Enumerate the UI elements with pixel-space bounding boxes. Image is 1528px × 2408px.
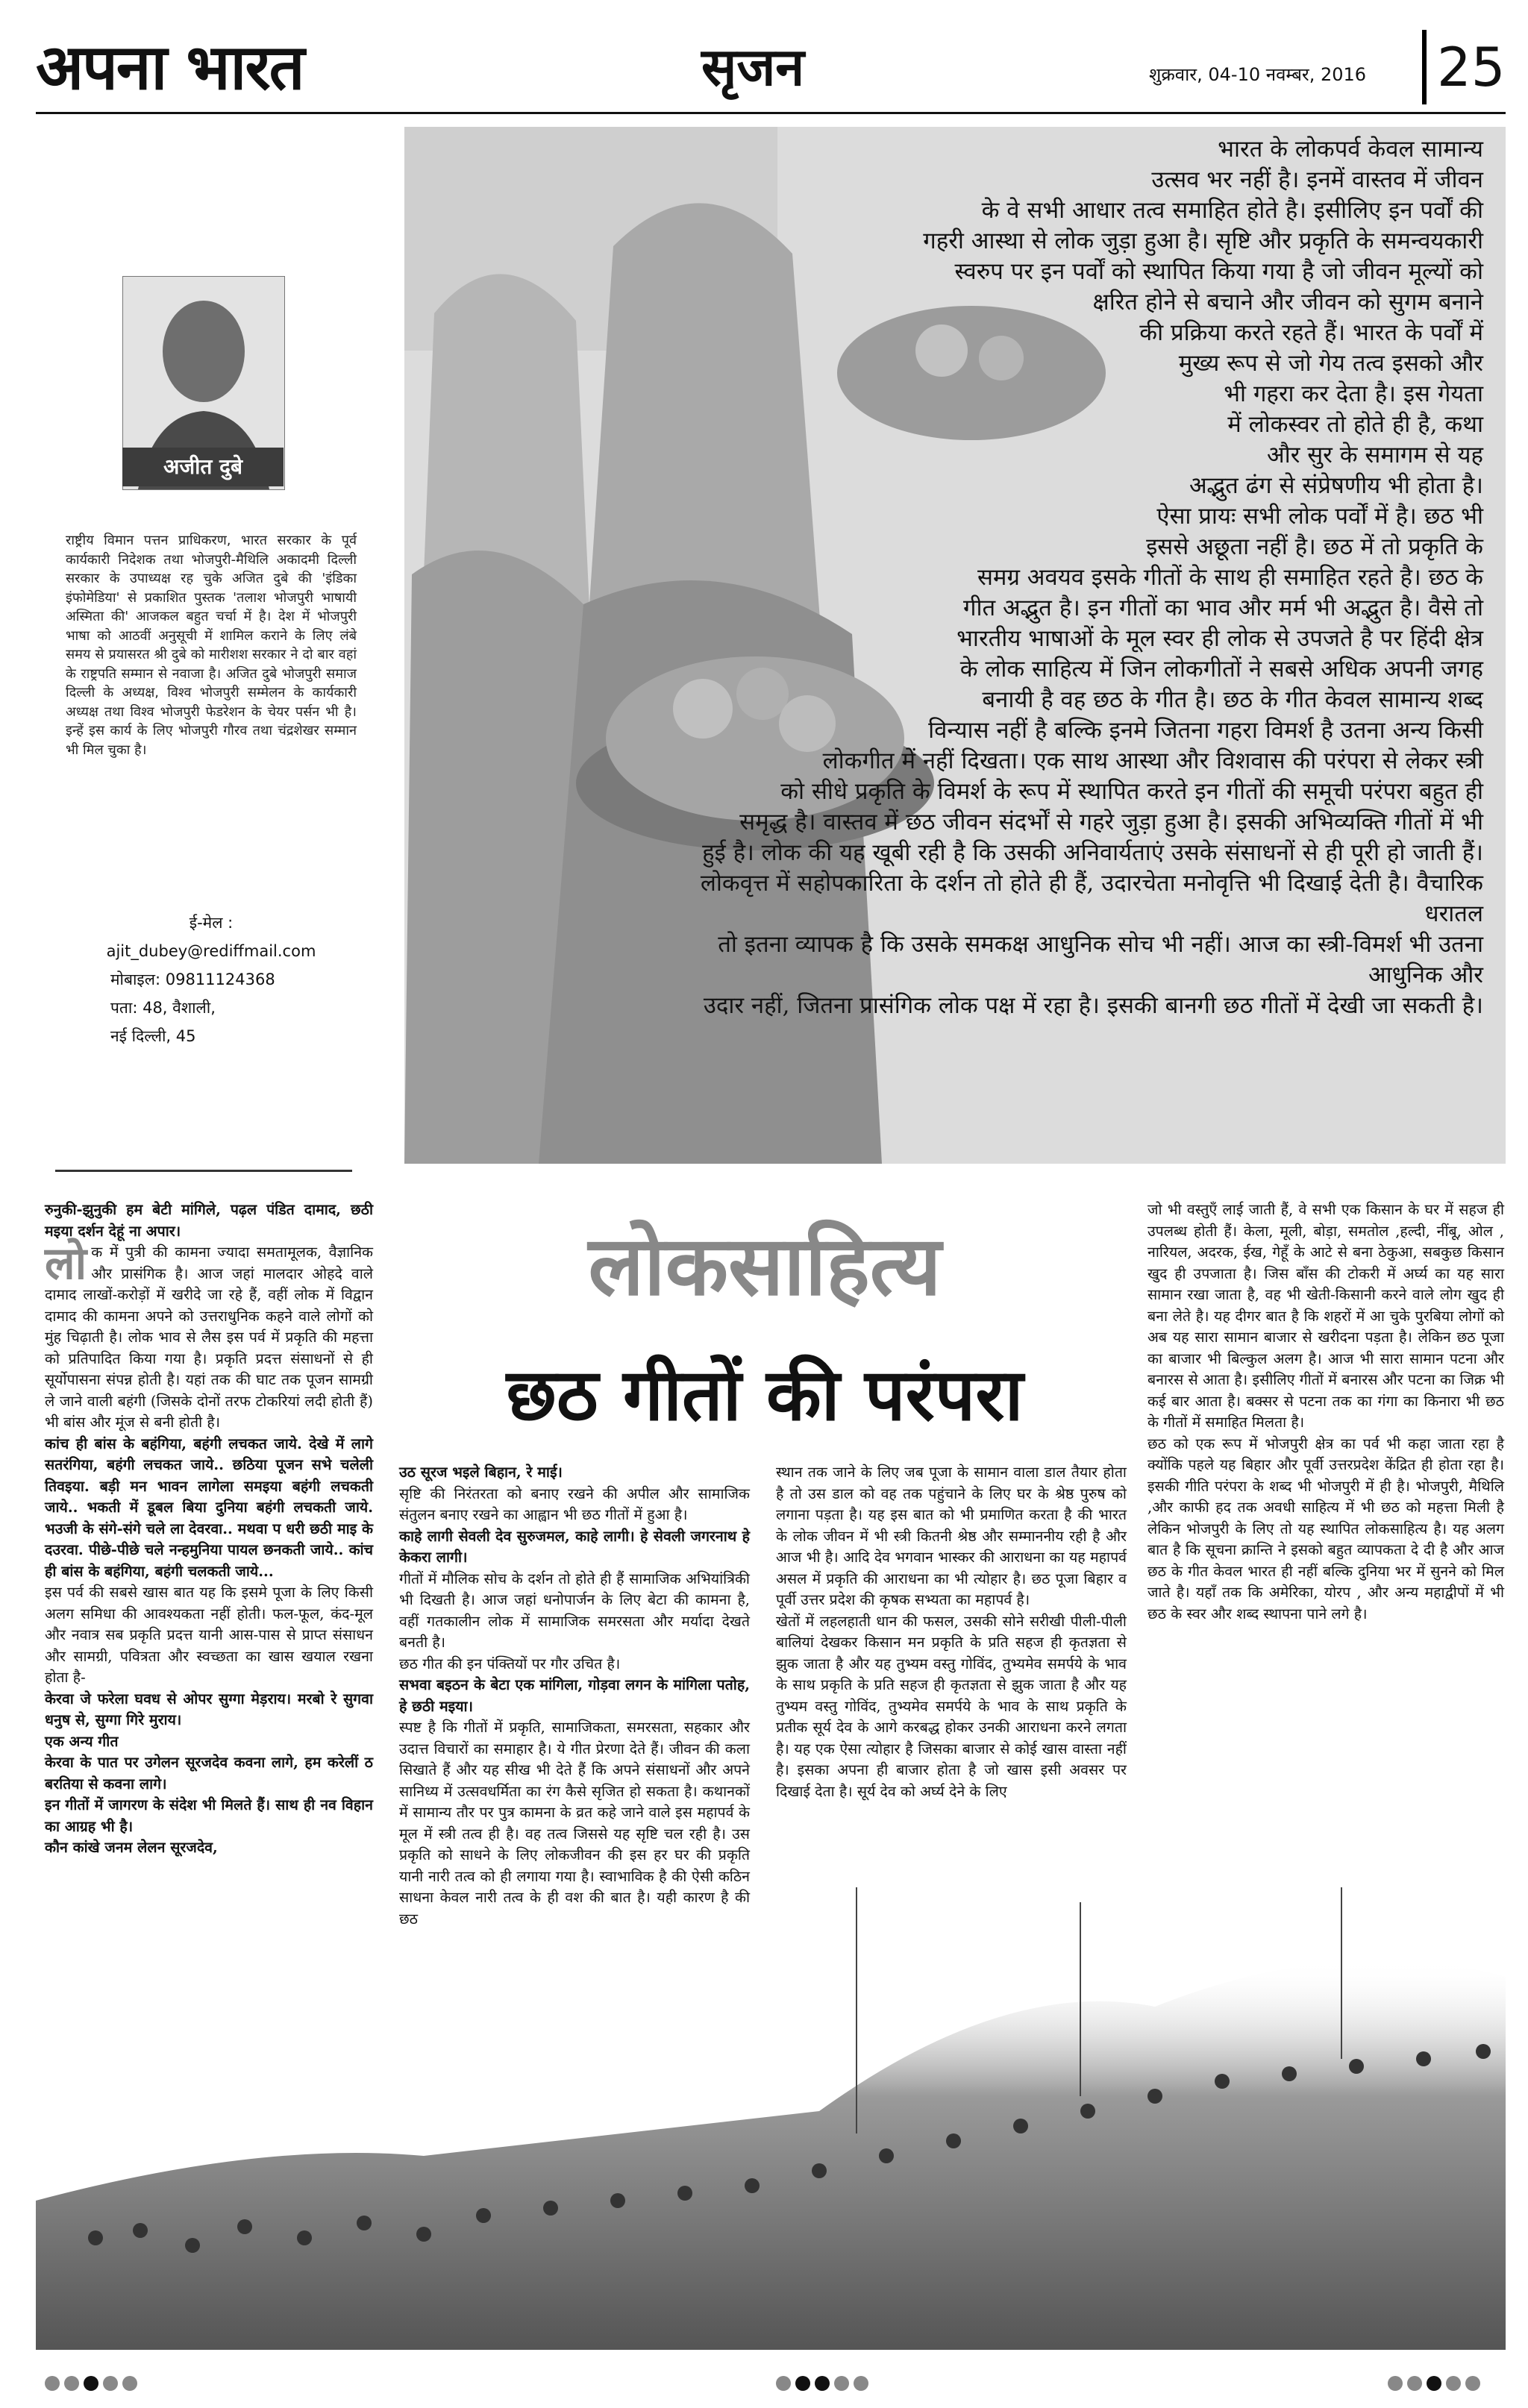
dateline: शुक्रवार, 04-10 नवम्बर, 2016: [1149, 64, 1367, 85]
footer-dots: [776, 2376, 873, 2398]
paragraph: स्थान तक जाने के लिए जब पूजा के सामान वाला डाल तैयार होता है तो उस डाल को वह तक पहुंचाने के लिए घर के श्रेष्ठ पुरुष को लगाना पड़ता है। यह इस बात को भी प्रमाणित करता है की भारत के लोक जीवन में भी स्त्री कितनी श्रेष्ठ और सम्माननीय रही है और आज भी है। आदि देव भगवान भास्कर की आराधना का यह महापर्व असल में प्रकृति की आराधना का भी त्योहार है। छठ पूजा बिहार व पूर्वी उत्तर प्रदेश की कृषक सभ्यता का महापर्व है।: [776, 1464, 1127, 1608]
address-line: नई दिल्ली, 45: [110, 1027, 196, 1045]
email-label: ई-मेल :: [189, 914, 234, 932]
intro-line: और सुर के समागम से यह: [1266, 442, 1483, 468]
article-headline: छठ गीतों की परंपरा: [506, 1352, 1024, 1437]
intro-line: लोकगीत में नहीं दिखता। एक साथ आस्था और विशवास की परंपरा से लेकर स्त्री: [822, 747, 1483, 774]
address-line: पता: 48, वैशाली,: [110, 999, 216, 1017]
intro-line: के वे सभी आधार तत्व समाहित होते है। इसीलिए इन पर्वों की: [981, 197, 1483, 224]
mobile-number: मोबाइल: 09811124368: [110, 971, 275, 988]
verse: कौन कांखे जनम लेलन सूरजदेव,: [45, 1839, 218, 1856]
paragraph: स्पष्ट है कि गीतों में प्रकृति, सामाजिकता, समरसता, सहकार और उदात्त विचारों का समाहार है। ये गीत प्रेरणा देते हैं। जीवन की कला सिखाते हैं और यह सीख भी देते हैं कि अपने संसाधनों और अपने सानिध्य में उत्सवधर्मिता का रंग कैसे सृजित हो सकता है। कथानकों में सामान्य तौर पर पुत्र कामना के व्रत कहे जाने वाले इस महापर्व के मूल में स्त्री तत्व ही है। वह तत्व जिससे यह सृष्टि चल रही है। उस प्रकृति को साधने के लिए लोकजीवन की इस हर घर की प्रकृति यानी नारी तत्व को ही लगाया गया है। स्वाभाविक है की ऐसी कठिन साधना केवल नारी तत्व के ही वश की बात है। यही कारण है की छठ: [399, 1719, 750, 1928]
intro-line: विन्यास नहीं है बल्कि इनमे जितना गहरा विमर्श है उतना अन्य किसी: [928, 717, 1483, 744]
verse: काहे लागी सेवली देव सुरुजमल, काहे लागी। हे सेवली जगरनाथ हे केकरा लागी।: [399, 1527, 750, 1566]
article-column-3: [776, 1462, 1127, 1802]
section-kicker: लोकसाहित्य: [588, 1217, 942, 1314]
intro-line: उत्सव भर नहीं है। इनमें वास्तव में जीवन: [1151, 166, 1483, 193]
intro-line: गीत अद्भुत है। इन गीतों का भाव और मर्म भी अद्भुत है। वैसे तो: [963, 595, 1483, 621]
intro-line: तो इतना व्यापक है कि उसके समकक्ष आधुनिक सोच भी नहीं। आज का स्त्री-विमर्श भी उतना आधुनिक और: [718, 931, 1483, 988]
header-rule: [36, 112, 1506, 114]
intro-line: में लोकस्वर तो होते ही है, कथा: [1227, 411, 1483, 438]
divider: [55, 1170, 352, 1172]
intro-line: की प्रक्रिया करते रहते हैं। भारत के पर्वों में: [1139, 319, 1483, 346]
paragraph: क में पुत्री की कामना ज्यादा समतामूलक, वैज्ञानिक और प्रासंगिक है। आज जहां मालदार ओहदे वाले दामाद लाखों-करोड़ों में खरीदे जा रहे हैं, वहीं लोक में विद्वान दामाद की कामना अपने को उत्तराधुनिक कहने वाले लोगों को मुंह चिढ़ाती है। लोक भाव से लैस इस पर्व में प्रकृति की महत्ता को प्रतिपादित किया गया है। प्रकृति प्रदत्त संसाधनों से ही सूर्योपासना संपन्न होती है। यहां तक की घाट तक पूजन सामग्री ले जाने वाली बहंगी (जिसके दोनों तरफ टोकरियां लदी होती हैं) भी बांस और मूंज से बनी होती है।: [45, 1244, 373, 1431]
verse: केरवा के पात पर उगेलन सूरजदेव कवना लागे, हम करेलीं ठ बरतिया से कवना लागे।: [45, 1754, 373, 1793]
dropcap: लो: [45, 1238, 87, 1290]
intro-line: अद्भुत ढंग से संप्रेषणीय भी होता है।: [1189, 472, 1483, 499]
intro-line: इससे अछूता नहीं है। छठ में तो प्रकृति के: [1146, 533, 1483, 560]
hero-illustration: [404, 127, 1506, 1164]
verse: कांच ही बांस के बहंगिया, बहंगी लचकत जाये. देखे में लागे सतरंगिया, बहंगी लचकत जाये.. छठिया पूजन सभे चलेली तिवइया. बड़ी मन भावन लागेला समइया बहंगी लचकती जाये.. भकती में डूबल बिया दुनिया बहंगी लचकती जाये. भउजी के संगे-संगे चले ला देवरवा.. मथवा प धरी छठी माइ के दउरवा. पीछे-पीछे चले नन्हमुनिया पायल छनकती जाये.. कांच ही बांस के बहंगिया, बहंगी चलकती जाये...: [45, 1435, 373, 1580]
intro-line: भारतीय भाषाओं के मूल स्वर ही लोक से उपजते है पर हिंदी क्षेत्र: [956, 625, 1483, 652]
verse: केरवा जे फरेला घवध से ओपर सुग्गा मेड़राय। मरबो रे सुगवा धनुष से, सुग्गा गिरे मुराय।: [45, 1690, 373, 1728]
paragraph: छठ को एक रूप में भोजपुरी क्षेत्र का पर्व भी कहा जाता रहा है क्योंकि पहले यह बिहार और पूर्वी उत्तरप्रदेश केंद्रित ही होता रहा है। इसकी गीति परंपरा के शब्द भी भोजपुरी में ही है। भोजपुरी, मैथिलि ,और काफी हद तक अवधी साहित्य में भी छठ को महत्ता मिली है लेकिन भोजपुरी के लिए तो यह स्थापित लोकसाहित्य है। यह अलग बात है कि सूचना क्रान्ति ने इसको बहुत व्यापकता दे दी है और आज छठ के गीत केवल भारत ही नहीं बल्कि दुनिया भर में सुनने को मिल जाते है। यहाँ तक कि अमेरिका, योरप , और अन्य महाद्वीपों में भी छठ के स्वर और शब्द स्थापना पाने लगे है।: [1147, 1435, 1504, 1622]
intro-line: भारत के लोकपर्व केवल सामान्य: [1218, 136, 1483, 163]
intro-line: के लोक साहित्य में जिन लोकगीतों ने सबसे अधिक अपनी जगह: [959, 656, 1483, 683]
paragraph: इस पर्व की सबसे खास बात यह कि इसमे पूजा के लिए किसी अलग समिधा की आवश्यकता नहीं होती। फल-फूल, कंद-मूल और नवात्र सब प्रकृति प्रदत्त यानी आस-पास से प्राप्त संसाधन और सामग्री, पवित्रता और स्वच्छता का खास खयाल रखना होता है-: [45, 1584, 373, 1686]
article-column-4: [1147, 1200, 1504, 1625]
masthead: अपना भारत: [36, 30, 304, 104]
paragraph: इन गीतों में जागरण के संदेश भी मिलते हैं। साथ ही नव विहान का आग्रह भी है।: [45, 1796, 373, 1835]
intro-line: भी गहरा कर देता है। इस गेयता: [1224, 380, 1483, 407]
intro-line: मुख्य रूप से जो गेय तत्व इसको और: [1178, 350, 1483, 377]
article-column-2: [399, 1462, 750, 1930]
verse: एक अन्य गीत: [45, 1732, 119, 1750]
intro-line: लोकवृत्त में सहोपकारिता के दर्शन तो होते ही हैं, उदारचेता मनोवृत्ति भी दिखाई देती है। वैचारिक धरातल: [700, 870, 1483, 927]
paragraph: गीतों में मौलिक सोच के दर्शन तो होते ही हैं सामाजिक अभियांत्रिकी भी दिखती है। आज जहां धनोपार्जन के लिए बेटा की कामना है, वहीं गतकालीन लोक में सामाजिक समरसता और मर्यादा देखते बनती है।: [399, 1570, 750, 1651]
paragraph: छठ गीत की इन पंक्तियों पर गौर उचित है।: [399, 1655, 621, 1672]
verse: सभवा बइठन के बेटा एक मांगिला, गोड़वा लगन के मांगिला पतोह, हे छठी मइया।: [399, 1676, 750, 1715]
paragraph: खेतों में लहलहाती धान की फसल, उसकी सोने सरीखी पीली-पीली बालियां देखकर किसान मन प्रकृति के प्रति सहज ही कृतज्ञता से झुक जाता है और यह तुभ्यम वस्तु गोविंद, तुभ्यमेव समर्पये के भाव के साथ प्रकृति के प्रति सहज ही कृतज्ञता से झुक जाता है और यह तुभ्यम वस्तु गोविंद, तुभ्यमेव समर्पये के भाव के साथ प्रकृति के प्रतीक सूर्य देव के आगे करबद्ध होकर उनकी आराधना करने लगता है। यह एक ऐसा त्योहार है जिसका बाजार से कोई खास वास्ता नहीं है। इसका अपना ही बाजार होता है जो खास इसी अवसर पर दिखाई देता है। सूर्य देव को अर्घ्य देने के लिए: [776, 1612, 1127, 1800]
intro-line: बनायी है वह छठ के गीत है। छठ के गीत केवल सामान्य शब्द: [982, 686, 1483, 713]
verse: रुनुकी-झुनुकी हम बेटी मांगिले, पढ़ल पंडित दामाद, छठी मइया दर्शन देहूं ना अपार।: [45, 1201, 373, 1240]
paragraph: सृष्टि की निरंतरता को बनाए रखने की अपील और सामाजिक संतुलन बनाए रखने का आह्वान भी छठ गीतों में हुआ है।: [399, 1484, 750, 1523]
intro-line: समृद्ध है। वास्तव में छठ जीवन संदर्भों से गहरे जुड़ा हुआ है। इसकी अभिव्यक्ति गीतों में भी: [739, 809, 1483, 835]
verse: उठ सूरज भइले बिहान, रे माई।: [399, 1464, 563, 1481]
email-link[interactable]: ajit_dubey@rediffmail.com: [106, 942, 316, 960]
crowd-photo-chhath-ghat: [36, 1887, 1506, 2350]
author-name: अजीत दुबे: [122, 448, 284, 486]
footer-dots: [1388, 2376, 1485, 2398]
article-column-1: [45, 1200, 373, 1859]
intro-line: क्षरित होने से बचाने और जीवन को सुगम बनाने: [1092, 289, 1483, 316]
intro-line: स्वरुप पर इन पर्वों को स्थापित किया गया है जो जीवन मूल्यों को: [954, 258, 1483, 285]
footer-dots: [45, 2376, 142, 2398]
intro-text: [648, 134, 1483, 1164]
intro-line: ऐसा प्रायः सभी लोक पर्वों में है। छठ भी: [1156, 503, 1483, 530]
section-title: सृजन: [701, 36, 805, 98]
intro-line: को सीधे प्रकृति के विमर्श के रूप में स्थापित करते इन गीतों की समूची परंपरा बहुत ही: [780, 778, 1483, 805]
paragraph: जो भी वस्तुएँ लाई जाती हैं, वे सभी एक किसान के घर में सहज ही उपलब्ध होती हैं। केला, मूली, बोड़ा, समतोल ,हल्दी, नींबू, ओल , नारियल, अदरक, ईख, गेहूँ के आटे से बना ठेकुआ, सबकुछ किसान खुद ही उपजाता है। जिस बाँस की टोकरी में अर्घ्य का यह सारा सामान रखा जाता है, वह भी खेती-किसानी करने वाले लोग खुद ही बना लेते है। यह दीगर बात है कि शहरों में आ चुके पुरबिया लोगों को अब यह सारा सामान बाजार से खरीदना पड़ता है। लेकिन छठ पूजा का बाजार भी बिल्कुल अलग है। आज भी सारा सामान पटना और बनारस से आता है। इसीलिए गीतों में बनारस और पटना का जिक्र भी कई बार आता है। बक्सर से पटना तक का गंगा का किनारा भी छठ के गीतों में समाहित मिलता है।: [1147, 1201, 1504, 1431]
intro-line: गहरी आस्था से लोक जुड़ा हुआ है। सृष्टि और प्रकृति के समन्वयकारी: [923, 228, 1483, 254]
author-bio: राष्ट्रीय विमान पत्तन प्राधिकरण, भारत सरकार के पूर्व कार्यकारी निदेशक तथा भोजपुरी-मैथिलि अकादमी दिल्ली सरकार के उपाध्यक्ष रह चुके अजित दुबे की 'इंडिका इंफोमेडिया' से प्रकाशित पुस्तक 'तलाश भोजपुरी भाषायी अस्मिता की' आजकल बहुत चर्चा में है। देश में भोजपुरी भाषा को आठवीं अनुसूची में शामिल कराने के लिए लंबे समय से प्रयासरत श्री दुबे को मारीशश सरकार ने दो बार वहां के राष्ट्रपति सम्मान से नवाजा है। अजित दुबे भोजपुरी समाज दिल्ली के अध्यक्ष, विश्व भोजपुरी सम्मेलन के कार्यकारी अध्यक्ष तथा विश्व भोजपुरी फेडरेशन के चेयर पर्सन भी है। इन्हें इस कार्य के लिए भोजपुरी गौरव तथा चंद्रशेखर सम्मान भी मिल चुका है।: [66, 533, 357, 758]
intro-line: उदार नहीं, जितना प्रासंगिक लोक पक्ष में रहा है। इसकी बानगी छठ गीतों में देखी जा सकती है।: [703, 992, 1483, 1019]
page-number: 25: [1422, 30, 1504, 104]
intro-line: समग्र अवयव इसके गीतों के साथ ही समाहित रहते है। छठ के: [977, 564, 1483, 591]
author-contact: [66, 909, 357, 1050]
intro-line: हुई है। लोक की यह खूबी रही है कि उसकी अनिवार्यताएं उसके संसाधनों से ही पूरी हो जाती हैं।: [702, 839, 1483, 866]
